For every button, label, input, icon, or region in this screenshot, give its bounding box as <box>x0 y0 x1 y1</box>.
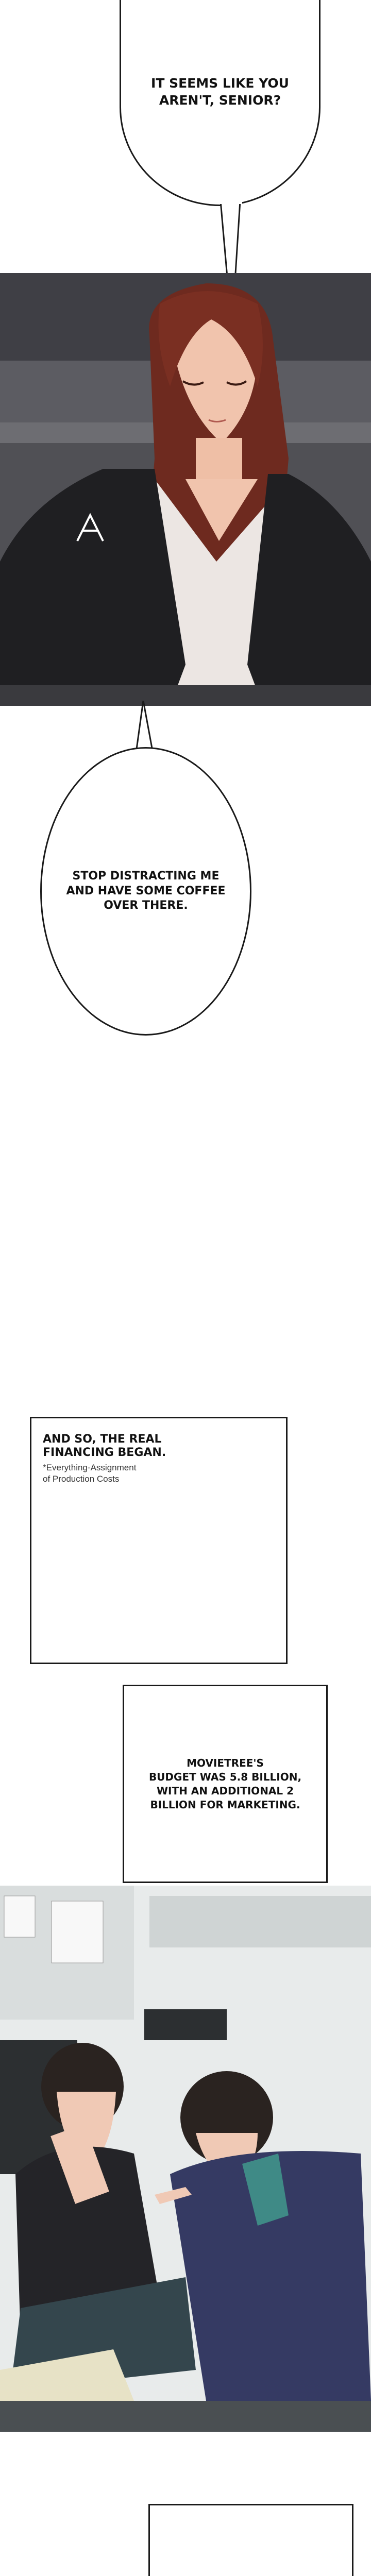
speech-text-coffee: STOP DISTRACTING ME AND HAVE SOME COFFEE OVER THERE. <box>66 870 226 912</box>
caption-box-budget <box>123 1685 328 1883</box>
panel-woman-at-desk <box>0 273 371 706</box>
speech-bubble-coffee <box>40 747 251 1036</box>
men-illustration <box>0 1886 371 2432</box>
woman-illustration <box>0 273 371 706</box>
speech-text-senior: IT SEEMS LIKE YOU AREN'T, SENIOR? <box>151 76 289 108</box>
caption-box-financing <box>30 1417 288 1664</box>
panel-two-men-office <box>0 1886 371 2432</box>
caption-financing-title: AND SO, THE REAL FINANCING BEGAN. <box>43 1433 166 1460</box>
caption-budget-text: MOVIETREE'S BUDGET WAS 5.8 BILLION, WITH AN ADDITIONAL 2 BILLION FOR MARKETING. <box>148 1756 302 1811</box>
caption-box-costs <box>148 2504 353 2576</box>
speech-bubble-senior <box>120 0 321 206</box>
caption-financing-note: *Everything-Assignment of Production Costs <box>43 1462 137 1484</box>
